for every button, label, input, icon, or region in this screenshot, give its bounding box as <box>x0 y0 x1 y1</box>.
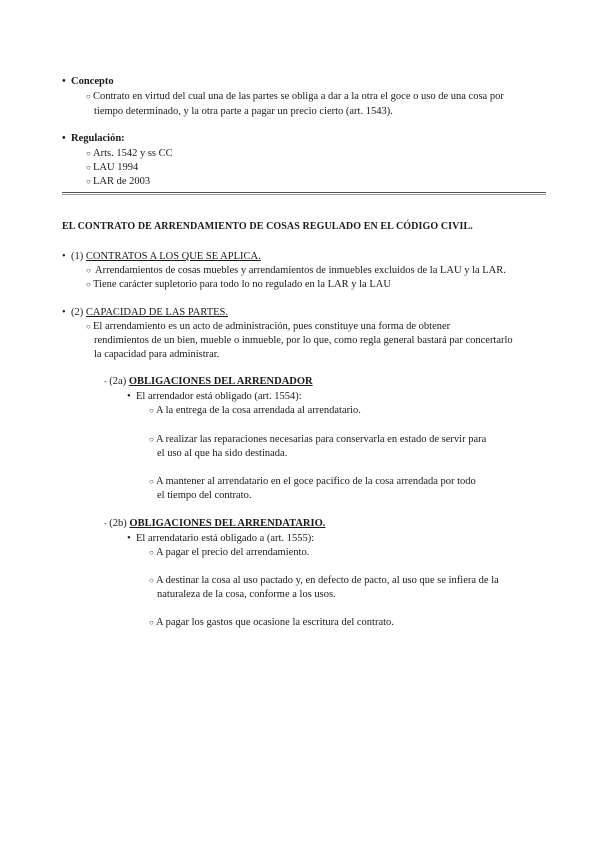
section2-number: (2) <box>71 307 84 318</box>
bullet-circle: ○ <box>86 322 91 331</box>
bullet-dash: - <box>104 377 107 386</box>
bullet-dot: • <box>127 391 131 402</box>
bullet-circle: ○ <box>149 406 154 415</box>
bullet-dot: • <box>62 307 66 318</box>
bullet-circle: ○ <box>149 548 154 557</box>
bullet-circle: ○ <box>86 280 91 289</box>
section2b-heading: OBLIGACIONES DEL ARRENDATARIO. <box>129 518 326 529</box>
section2a-item-2 <box>149 432 486 447</box>
bullet-circle: ○ <box>149 435 154 444</box>
section1-number: (1) <box>71 251 84 262</box>
section2a-number: (2a) <box>109 376 127 387</box>
section2a-item-text: A realizar las reparaciones necesarias para conservarla en estado de servir para <box>156 434 487 445</box>
concepto-text-line1 <box>86 89 504 104</box>
section2b-item-2-cont: naturaleza de la cosa, conforme a los usos. <box>157 589 336 600</box>
section2-text-line1 <box>86 319 450 334</box>
section1-heading: CONTRATOS A LOS QUE SE APLICA. <box>85 251 261 262</box>
section2b-heading-line <box>104 516 325 531</box>
concepto-heading-line <box>62 74 114 89</box>
section2b-item-3 <box>149 615 394 630</box>
bullet-circle: ○ <box>86 149 91 158</box>
section2-heading-line <box>62 305 228 320</box>
section1-item-2 <box>86 277 391 292</box>
horizontal-rule <box>62 192 546 195</box>
bullet-circle: ○ <box>86 163 91 172</box>
concepto-text-1: Contrato en virtud del cual una de las partes se obliga a dar a la otra el goce o uso de una cosa por <box>93 91 504 102</box>
regulacion-item-text: Arts. 1542 y ss CC <box>93 148 173 159</box>
section2a-item-text: A la entrega de la cosa arrendada al arrendatario. <box>156 405 361 416</box>
concepto-text-line2: tiempo determinado, y la otra parte a pagar un precio cierto (art. 1543). <box>94 106 393 117</box>
bullet-circle: ○ <box>149 576 154 585</box>
section2b-intro: El arrendatario está obligado a (art. 1555): <box>136 533 315 544</box>
section-title: EL CONTRATO DE ARRENDAMIENTO DE COSAS REGULADO EN EL CÓDIGO CIVIL. <box>62 221 473 232</box>
section2b-item-text: A pagar los gastos que ocasione la escritura del contrato. <box>156 617 394 628</box>
section2-heading: CAPACIDAD DE LAS PARTES. <box>85 307 228 318</box>
section2a-item-3 <box>149 474 476 489</box>
bullet-circle: ○ <box>149 618 154 627</box>
regulacion-item-3 <box>86 174 150 189</box>
regulacion-item-text: LAR de 2003 <box>93 176 151 187</box>
section2a-item-1 <box>149 403 361 418</box>
section2-text-line2: rendimientos de un bien, mueble o inmueble, por lo que, como regla general bastará par concertarlo <box>94 335 513 346</box>
bullet-dot: • <box>62 133 66 144</box>
section1-item-text: Arrendamientos de cosas muebles y arrendamientos de inmuebles excluidos de la LAU y la LAR. <box>95 265 506 276</box>
regulacion-item-1 <box>86 146 173 161</box>
bullet-circle: ○ <box>86 177 91 186</box>
section2a-item-text: A mantener al arrendatario en el goce pacífico de la cosa arrendada por todo <box>156 476 476 487</box>
concepto-heading: Concepto <box>71 76 114 87</box>
section2b-item-2 <box>149 573 499 588</box>
section2a-intro: El arrendador está obligado (art. 1554): <box>136 391 302 402</box>
section2a-intro-line <box>127 389 302 404</box>
regulacion-heading: Regulación: <box>71 133 125 144</box>
section2-text-1: El arrendamiento es un acto de administración, pues constituye una forma de obtener <box>93 321 451 332</box>
regulacion-item-2 <box>86 160 138 175</box>
bullet-circle: ○ <box>149 477 154 486</box>
regulacion-heading-line <box>62 131 125 146</box>
section2b-item-text: A pagar el precio del arrendamiento. <box>156 547 310 558</box>
section1-heading-line <box>62 249 261 264</box>
regulacion-item-text: LAU 1994 <box>93 162 139 173</box>
section2a-item-3-cont: el tiempo del contrato. <box>157 490 252 501</box>
section2b-intro-line <box>127 531 314 546</box>
section1-item-1 <box>86 263 506 278</box>
section2a-item-2-cont: el uso al que ha sido destinada. <box>157 448 288 459</box>
section2b-number: (2b) <box>109 518 127 529</box>
bullet-dot: • <box>62 251 66 262</box>
section2-text-line3: la capacidad para administrar. <box>94 349 220 360</box>
section1-item-text: Tiene carácter supletorio para todo lo no regulado en la LAR y la LAU <box>93 279 391 290</box>
bullet-dot: • <box>62 76 66 87</box>
section2b-item-1 <box>149 545 309 560</box>
bullet-circle: ○ <box>86 266 91 275</box>
section2a-heading-line <box>104 374 313 389</box>
bullet-circle: ○ <box>86 92 91 101</box>
bullet-dash: - <box>104 519 107 528</box>
section2b-item-text: A destinar la cosa al uso pactado y, en defecto de pacto, al uso que se infiera de la <box>156 575 499 586</box>
section2a-heading: OBLIGACIONES DEL ARRENDADOR <box>128 376 313 387</box>
bullet-dot: • <box>127 533 131 544</box>
